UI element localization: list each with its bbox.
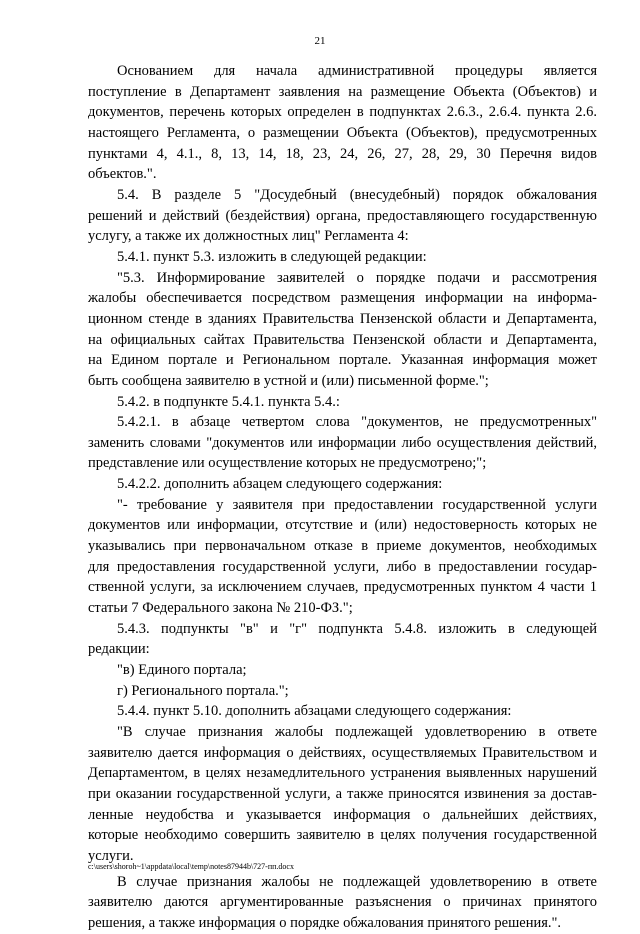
text-line: заявителю даются аргументированные разъяснения о причинах принятого (88, 894, 597, 911)
text-line: настоящего Регламента, о размещении Объекта (Объектов), предусмотренных (88, 124, 597, 141)
text-line: "- требование у заявителя при предоставлении государственной услуги (117, 496, 597, 513)
document-body (88, 61, 597, 934)
text-line: решения, а также информация о порядке обжалования принятого решения.". (88, 914, 562, 931)
text-line: 5.4.2. в подпункте 5.4.1. пункта 5.4.: (117, 393, 340, 410)
text-line: заменить словами "документов или информации либо осуществления действий, (88, 434, 597, 451)
text-line: заявителю дается информация о действиях, осуществляемых Правительством и (88, 744, 597, 761)
text-line: указывались при первоначальном отказе в приеме документов, необходимых (88, 538, 597, 555)
text-line: решений и действий (бездействия) органа, предоставляющего государственную (88, 207, 597, 224)
text-line: 5.4.3. подпункты "в" и "г" подпункта 5.4.8. изложить в следующей (117, 620, 597, 637)
footer-file-path: c:\users\shoroh~1\appdata\local\temp\notes87944b\727-пп.docx (88, 862, 294, 871)
text-line: 5.4.4. пункт 5.10. дополнить абзацами следующего содержания: (117, 703, 512, 720)
text-line: которые необходимо совершить заявителю в целях получения государственной (88, 827, 597, 844)
text-line: 5.4.2.2. дополнить абзацем следующего содержания: (117, 476, 443, 493)
text-line: услуги. (88, 847, 134, 864)
text-line: при оказании государственной услуги, а также приносятся извинения за достав- (88, 785, 597, 802)
text-line: редакции: (88, 641, 150, 658)
text-line: поступление в Департамент заявления на размещение Объекта (Объектов) и (88, 83, 597, 100)
text-line: быть сообщена заявителю в устной и (или) письменной форме."; (88, 372, 489, 389)
text-line: ственной услуги, за исключением случаев, предусмотренных пунктом 4 части 1 (88, 579, 597, 596)
text-line: жалобы обеспечивается посредством размещения информации на информа- (88, 290, 597, 307)
text-line: 5.4.2.1. в абзаце четвертом слова "документов, не предусмотренных" (117, 414, 597, 431)
text-line: Основанием для начала административной процедуры является (117, 63, 597, 79)
text-line: на Едином портале и Региональном портале. Указанная информация может (88, 352, 597, 369)
text-line: документов, перечень которых определен в подпунктах 2.6.3., 2.6.4. пункта 2.6. (88, 104, 597, 121)
text-line: г) Регионального портала."; (117, 682, 289, 699)
text-line: на официальных сайтах Правительства Пензенской области и Департамента, (88, 331, 597, 348)
text-line: статьи 7 Федерального закона № 210-ФЗ."; (88, 600, 353, 617)
text-line: 5.4. В разделе 5 "Досудебный (внесудебный) порядок обжалования (117, 186, 597, 203)
page-number: 21 (314, 35, 326, 47)
text-line: объектов.". (88, 166, 157, 183)
text-line: представление или осуществление которых не предусмотрено;"; (88, 455, 487, 472)
text-line: ционном стенде в зданиях Правительства Пензенской области и Департамента, (88, 310, 597, 327)
text-line: "в) Единого портала; (117, 662, 247, 679)
text-line: 5.4.1. пункт 5.3. изложить в следующей редакции: (117, 248, 427, 265)
text-line: услугу, а также их должностных лиц" Регламента 4: (88, 228, 409, 245)
text-line: "5.3. Информирование заявителей о порядке подачи и рассмотрения (117, 269, 597, 286)
text-line: пунктами 4, 4.1., 8, 13, 14, 18, 23, 24, 26, 27, 28, 29, 30 Перечня видов (88, 145, 597, 162)
text-line: для предоставления государственной услуги, либо в предоставлении государ- (88, 558, 597, 575)
text-line: ленные неудобства и указывается информация о дальнейших действиях, (88, 806, 597, 823)
text-line: Департаментом, в целях незамедлительного устранения выявленных нарушений (88, 765, 597, 782)
text-line: В случае признания жалобы не подлежащей удовлетворению в ответе (117, 873, 597, 890)
text-line: документов или информации, отсутствие и (или) недостоверность которых не (88, 517, 597, 534)
text-line: "В случае признания жалобы подлежащей удовлетворению в ответе (117, 724, 597, 740)
